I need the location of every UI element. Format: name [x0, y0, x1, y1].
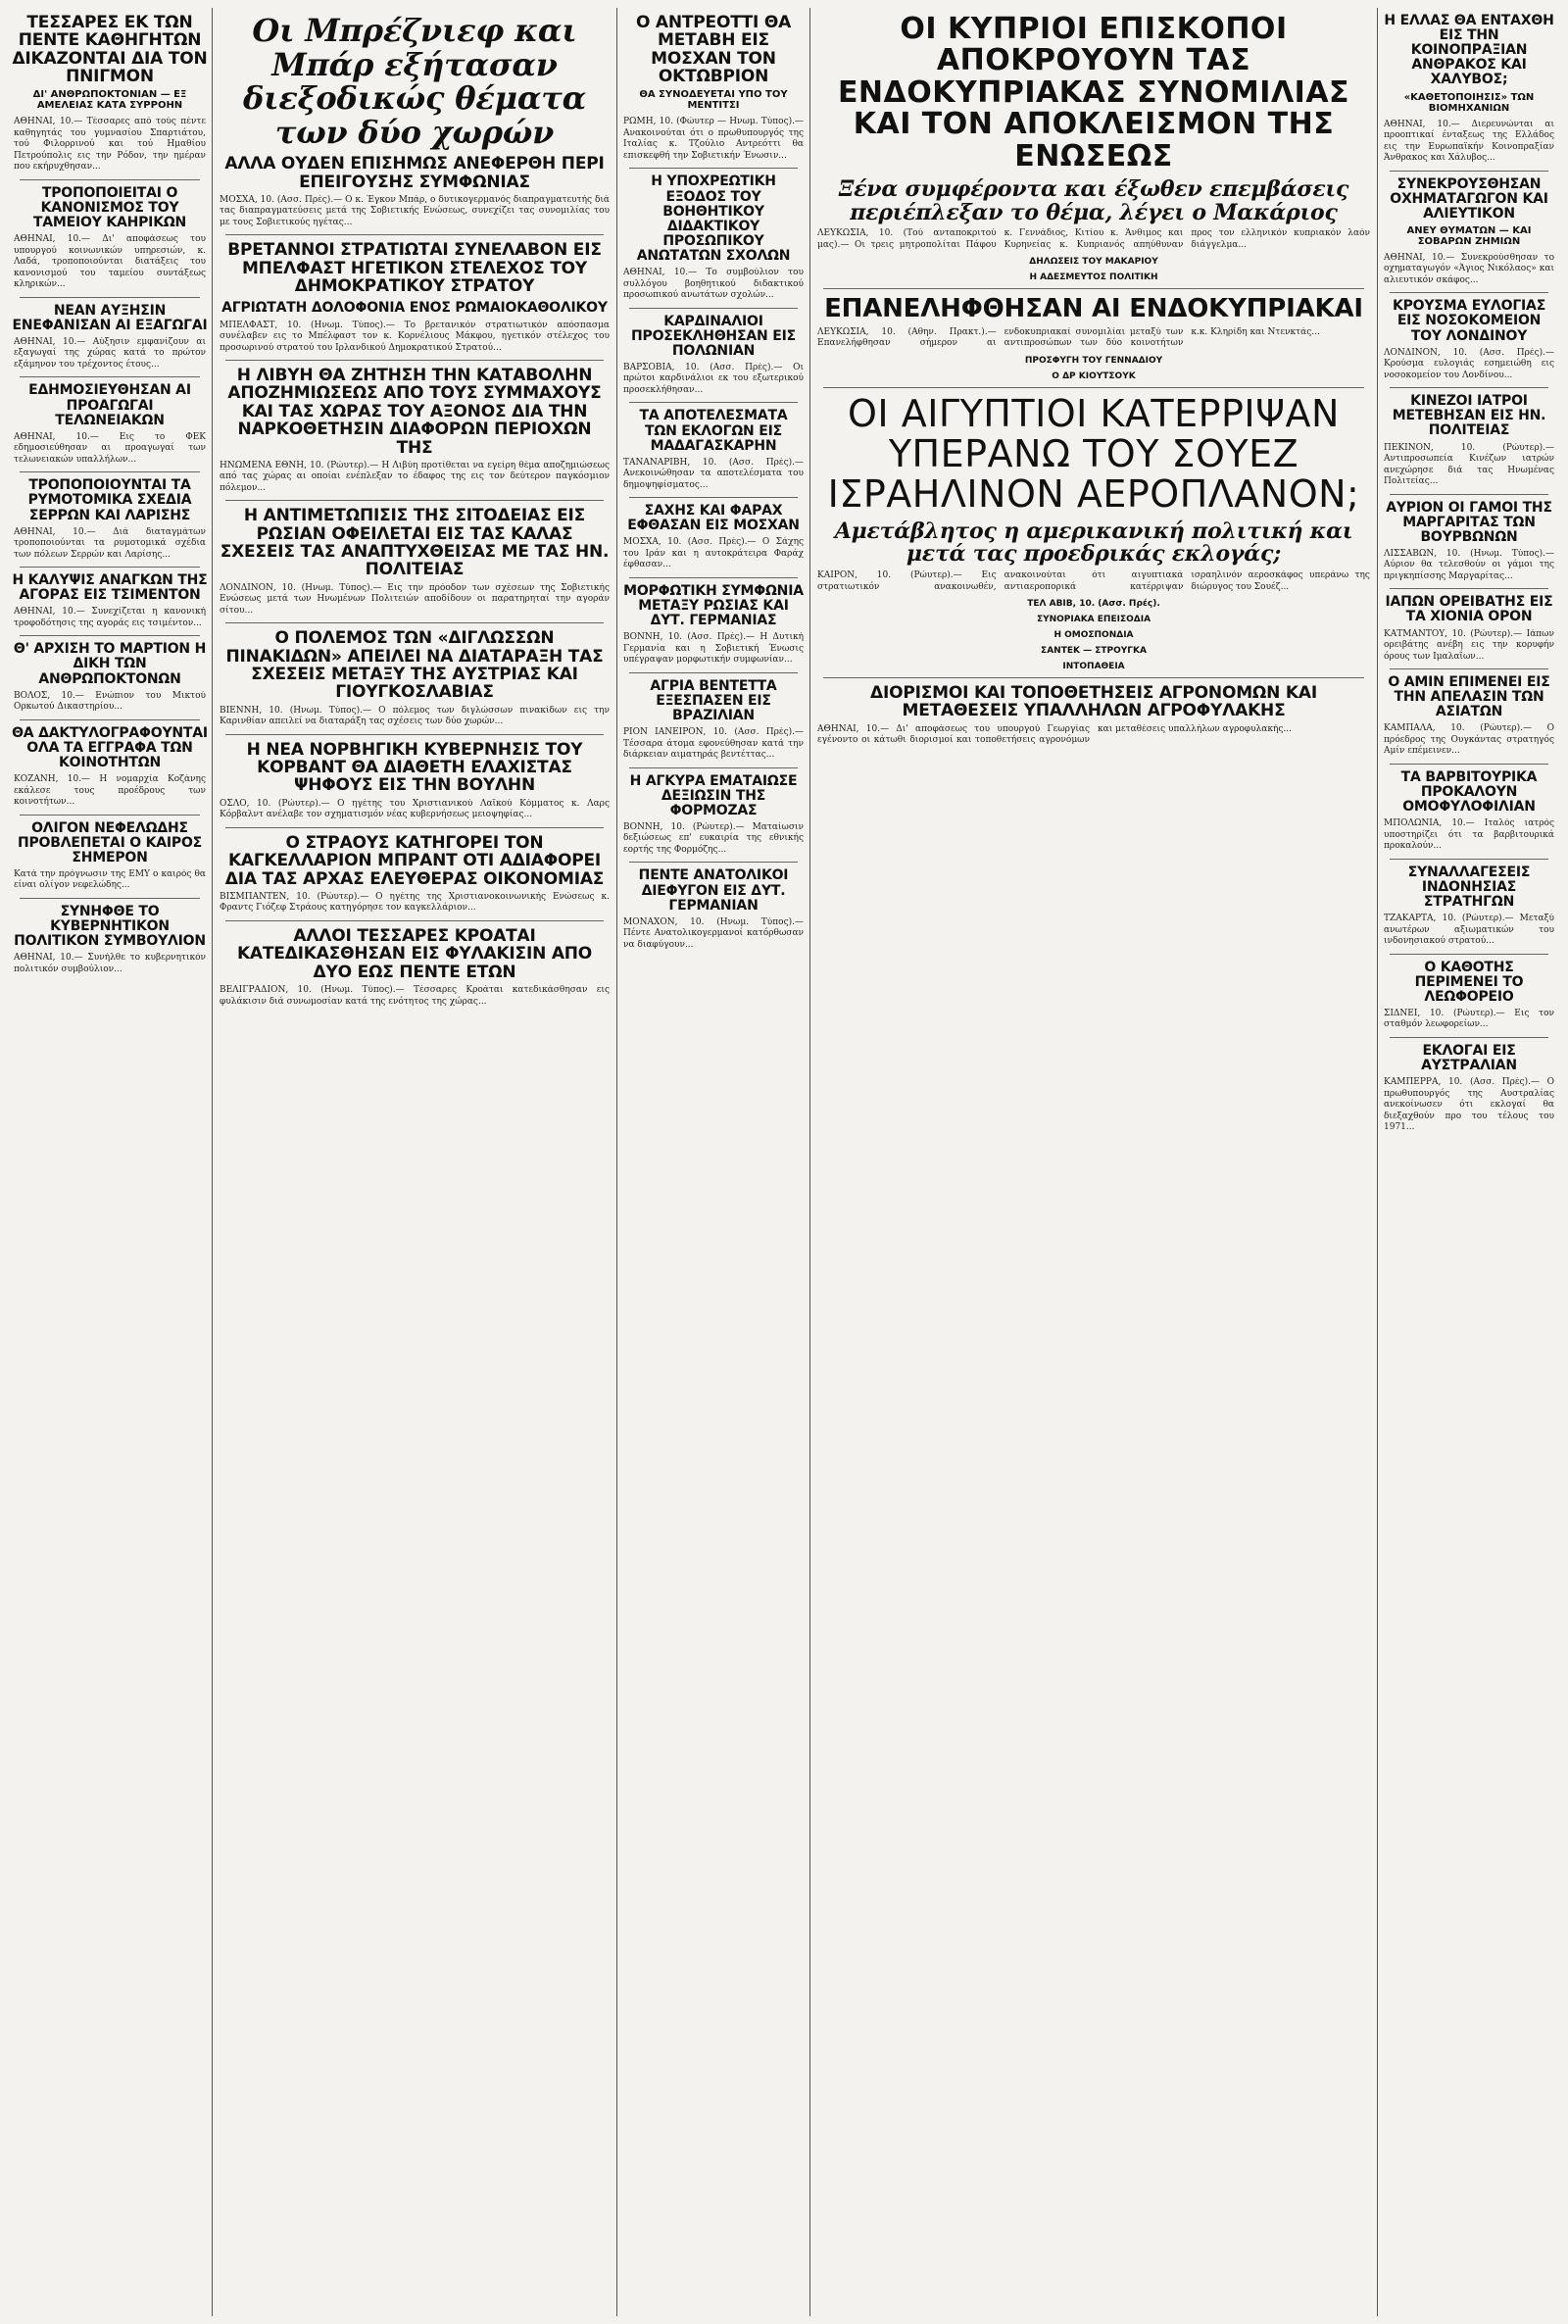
article-body: ΑΘΗΝΑΙ, 10.— Συνεχίζεται η κανονική τροφοδότησις της αγοράς εις τσιμέντον...	[14, 607, 206, 628]
article-body: ΑΘΗΝΑΙ, 10.— Το συμβούλιον του συλλόγου βοηθητικού διδακτικού προσωπικού ανωτάτων σχολών...	[623, 268, 804, 301]
headline: ΟΛΙΓΟΝ ΝΕΦΕΛΩΔΗΣ ΠΡΟΒΛΕΠΕΤΑΙ Ο ΚΑΙΡΟΣ ΣΗΜΕΡΟΝ	[17, 819, 203, 865]
section-label: ΣΑΝΤΕΚ — ΣΤΡΟΥΓΚΑ	[1041, 646, 1147, 657]
headline: ΘΑ ΔΑΚΤΥΛΟΓΡΑΦΟΥΝΤΑΙ ΟΛΑ ΤΑ ΕΓΓΡΑΦΑ ΤΩΝ ΚΟΙΝΟΤΗΤΩΝ	[12, 724, 208, 770]
article-body: ΛΟΝΔΙΝΟΝ, 10. (Ασσ. Πρές).— Κρούσμα ευλογιάς εσημειώθη εις νοσοκομείον του Λονδίνου...	[1384, 347, 1554, 380]
article-body: Κατά την πρόγνωσιν της ΕΜΥ ο καιρός θα είναι ολίγον νεφελώδης...	[14, 868, 206, 891]
headline: ΜΟΡΦΩΤΙΚΗ ΣΥΜΦΩΝΙΑ ΜΕΤΑΞΥ ΡΩΣΙΑΣ ΚΑΙ ΔΥΤ. ΓΕΡΜΑΝΙΑΣ	[623, 582, 804, 629]
headline: Η ΕΛΛΑΣ ΘΑ ΕΝΤΑΧΘΗ ΕΙΣ ΤΗΝ ΚΟΙΝΟΠΡΑΞΙΑΝ ΑΝΘΡΑΚΟΣ ΚΑΙ ΧΑΛΥΒΟΣ;	[1384, 13, 1554, 88]
headline: Ο ΠΟΛΕΜΟΣ ΤΩΝ «ΔΙΓΛΩΣΣΩΝ ΠΙΝΑΚΙΔΩΝ» ΑΠΕΙΛΕΙ ΝΑ ΔΙΑΤΑΡΑΞΗ ΤΑΣ ΣΧΕΣΕΙΣ ΜΕΤΑΞΥ ΤΗΣ ΑΥΣΤΡΙΑΣ ΚΑΙ ΓΙΟΥΓΚΟΣΛΑΒΙΑΣ	[225, 628, 604, 703]
headline: ΤΡΟΠΟΠΟΙΕΙΤΑΙ Ο ΚΑΝΟΝΙΣΜΟΣ ΤΟΥ ΤΑΜΕΙΟΥ ΚΑΗΡΙΚΩΝ	[32, 184, 187, 231]
article-body: ΚΑΜΠΑΛΑ, 10. (Ρώυτερ).— Ο πρόεδρος της Ουγκάντας στρατηγός Αμίν επέμεινεν...	[1384, 723, 1554, 757]
article-body: ΗΝΩΜΕΝΑ ΕΘΝΗ, 10. (Ρώυτερ).— Η Λιβύη προτίθεται να εγείρη θέμα αποζημιώσεως από τας χώρας αι οποίαι ενέπλεξαν το έδαφος της εις τον δεύτερον παγκόσμιον πόλεμον...	[220, 460, 610, 493]
article-body: ΛΕΥΚΩΣΙΑ, 10. (Αθην. Πρακτ.).— Επανελήφθησαν σήμερον αι ενδοκυπριακαί συνομιλίαι μεταξύ των αντιπροσώπων των δύο κοινοτήτων κ.κ. Κληρίδη και Ντενκτάς...	[817, 326, 1320, 349]
headline: ΑΓΡΙΑ ΒΕΝΤΕΤΤΑ ΕΞΕΣΠΑΣΕΝ ΕΙΣ ΒΡΑΖΙΛΙΑΝ	[650, 677, 777, 724]
headline: ΝΕΑΝ ΑΥΞΗΣΙΝ ΕΝΕΦΑΝΙΣΑΝ ΑΙ ΕΞΑΓΩΓΑΙ	[12, 302, 208, 333]
headline: Ο ΑΝΤΡΕΟΤΤΙ ΘΑ ΜΕΤΑΒΗ ΕΙΣ ΜΟΣΧΑΝ ΤΟΝ ΟΚΤΩΒΡΙΟΝ	[635, 13, 792, 87]
section-label: ΔΗΛΩΣΕΙΣ ΤΟΥ ΜΑΚΑΡΙΟΥ	[1029, 257, 1158, 268]
article-body: ΜΟΣΧΑ, 10. (Ασσ. Πρές).— Ο Σάχης του Ιράν και η αυτοκράτειρα Φαράχ έφθασαν...	[623, 537, 804, 570]
article-body: ΒΙΣΜΠΑΝΤΕΝ, 10. (Ρώυτερ).— Ο ηγέτης της Χριστιανοκοινωνικής Ενώσεως κ. Φραντς Γιόζεφ Στράους κατηγόρησε τον καγκελλάριον...	[220, 891, 610, 914]
article-body: ΛΟΝΔΙΝΟΝ, 10. (Ηνωμ. Τύπος).— Εις την πρόοδον των σχέσεων της Σοβιετικής Ενώσεως μετά των Ηνωμένων Πολιτειών αποδίδουν οι παρατηρηταί την αγοράν σίτου...	[220, 582, 610, 616]
subheadline: ΘΑ ΣΥΝΟΔΕΥΕΤΑΙ ΥΠΟ ΤΟΥ ΜΕΝΤΙΤΣΙ	[639, 89, 788, 112]
article-body: ΡΩΜΗ, 10. (Φώυτερ — Ηνωμ. Τύπος).— Ανακοινούται ότι ο πρωθυπουργός της Ιταλίας κ. Τζούλιο Αντρεόττι θα επισκεφθή την Σοβιετικήν Ένωσιν...	[623, 117, 804, 161]
article-body: ΒΟΛΟΣ, 10.— Ενώπιον του Μικτού Ορκωτού Δικαστηρίου...	[14, 690, 206, 713]
headline: ΤΕΣΣΑΡΕΣ ΕΚ ΤΩΝ ΠΕΝΤΕ ΚΑΘΗΓΗΤΩΝ ΔΙΚΑΖΟΝΤΑΙ ΔΙΑ ΤΟΝ ΠΝΙΓΜΟΝ	[12, 13, 208, 87]
headline: Θ' ΑΡΧΙΣΗ ΤΟ ΜΑΡΤΙΟΝ Η ΔΙΚΗ ΤΩΝ ΑΝΘΡΩΠΟΚΤΟΝΩΝ	[13, 641, 207, 687]
headline: ΑΛΛΟΙ ΤΕΣΣΑΡΕΣ ΚΡΟΑΤΑΙ ΚΑΤΕΔΙΚΑΣΘΗΣΑΝ ΕΙΣ ΦΥΛΑΚΙΣΙΝ ΑΠΟ ΔΥΟ ΕΩΣ ΠΕΝΤΕ ΕΤΩΝ	[236, 925, 593, 982]
headline: ΚΑΡΔΙΝΑΛΙΟΙ ΠΡΟΣΕΚΛΗΘΗΣΑΝ ΕΙΣ ΠΟΛΩΝΙΑΝ	[631, 313, 796, 359]
article-body: ΒΟΝΝΗ, 10. (Ρώυτερ).— Ματαίωσιν δεξιώσεως επ' ευκαιρία της εθνικής εορτής της Φορμόζης...	[623, 821, 804, 855]
headline: Ο ΑΜΙΝ ΕΠΙΜΕΝΕΙ ΕΙΣ ΤΗΝ ΑΠΕΛΑΣΙΝ ΤΩΝ ΑΣΙΑΤΩΝ	[1388, 674, 1550, 720]
article-body: ΜΟΣΧΑ, 10. (Ασσ. Πρές).— Ο κ. Έγκον Μπάρ, ο δυτικογερμανός διαπραγματευτής διά τας διαπραγματεύσεις μετά της Σοβιετικής Ενώσεως, συνεχίζει τας συνομιλίας του με τους Σοβιετικούς ηγέτας...	[220, 194, 610, 227]
headline: Η ΝΕΑ ΝΟΡΒΗΓΙΚΗ ΚΥΒΕΡΝΗΣΙΣ ΤΟΥ ΚΟΡΒΑΝΤ ΘΑ ΔΙΑΘΕΤΗ ΕΛΑΧΙΣΤΑΣ ΨΗΦΟΥΣ ΕΙΣ ΤΗΝ ΒΟΥΛΗΝ	[246, 739, 583, 796]
article-body: ΑΘΗΝΑΙ, 10.— Συνήλθε το κυβερνητικόν πολιτικόν συμβούλιον...	[14, 953, 206, 974]
article-body: ΜΟΝΑΧΟΝ, 10. (Ηνωμ. Τύπος).— Πέντε Ανατολικογερμανοί κατόρθωσαν να διαφύγουν...	[623, 916, 804, 950]
headline: ΣΥΝΗΦΘΕ ΤΟ ΚΥΒΕΡΝΗΤΙΚΟΝ ΠΟΛΙΤΙΚΟΝ ΣΥΜΒΟΥΛΙΟΝ	[14, 903, 206, 950]
headline: ΠΕΝΤΕ ΑΝΑΤΟΛΙΚΟΙ ΔΙΕΦΥΓΟΝ ΕΙΣ ΔΥΤ. ΓΕΡΜΑΝΙΑΝ	[638, 867, 789, 914]
section-label: Η ΟΜΟΣΠΟΝΔΙΑ	[1054, 630, 1134, 641]
article-body: ΚΑΪΡΟΝ, 10. (Ρώυτερ).— Εις στρατιωτικόν ανακοινωθέν, ανακοινούται ότι αιγυπτιακά αντιαεροπορικά κατέρριψαν ισραηλινόν αεροσκάφος υπεράνω της διώρυγος του Σουέζ...	[817, 570, 1370, 592]
article-body: ΤΑΝΑΝΑΡΙΒΗ, 10. (Ασσ. Πρές).— Ανεκοινώθησαν τα αποτελέσματα του δημοψηφίσματος...	[623, 457, 804, 490]
article-body: ΑΘΗΝΑΙ, 10.— Διά διαταγμάτων τροποποιούνται τα ρυμοτομικά σχέδια των πόλεων Σερρών και Λαρίσης...	[14, 526, 206, 560]
headline: ΒΡΕΤΑΝΝΟΙ ΣΤΡΑΤΙΩΤΑΙ ΣΥΝΕΛΑΒΟΝ ΕΙΣ ΜΠΕΛΦΑΣΤ ΗΓΕΤΙΚΟΝ ΣΤΕΛΕΧΟΣ ΤΟΥ ΔΗΜΟΚΡΑΤΙΚΟΥ ΣΤΡΑΤΟΥ	[227, 240, 602, 297]
subheadline: ΑΓΡΙΩΤΑΤΗ ΔΟΛΟΦΟΝΙΑ ΕΝΟΣ ΡΩΜΑΙΟΚΑΘΟΛΙΚΟΥ	[221, 300, 608, 317]
headline: ΙΑΠΩΝ ΟΡΕΙΒΑΤΗΣ ΕΙΣ ΤΑ ΧΙΟΝΙΑ ΟΡΟΝ	[1385, 594, 1553, 625]
column-1	[12, 8, 208, 2316]
headline: ΕΚΛΟΓΑΙ ΕΙΣ ΑΥΣΤΡΑΛΙΑΝ	[1421, 1042, 1517, 1073]
article-body: ΑΘΗΝΑΙ, 10.— Διερευνώνται αι προοπτικαί ένταξεως της Ελλάδος εις την Ευρωπαϊκήν Κοινοπραξίαν Άνθρακος και Χάλυβος...	[1384, 119, 1554, 164]
article-body: ΑΘΗΝΑΙ, 10.— Δι' αποφάσεως του υπουργού κοινωνικών υπηρεσιών, κ. Λαδά, τροποποιούνται διατάξεις του κανονισμού του ταμείου συντάξεως κληρικών...	[14, 234, 206, 290]
headline: ΤΡΟΠΟΠΟΙΟΥΝΤΑΙ ΤΑ ΡΥΜΟΤΟΜΙΚΑ ΣΧΕΔΙΑ ΣΕΡΡΩΝ ΚΑΙ ΛΑΡΙΣΗΣ	[27, 477, 192, 523]
article-body: ΛΕΥΚΩΣΙΑ, 10. (Τού ανταποκριτού μας).— Οι τρεις μητροπολίται Πάφου κ. Γεννάδιος, Κιτίου κ. Άνθιμος και Κυρηνείας κ. Κυπριανός απηύθυναν προς τον ελληνικόν κυπριακόν λαόν διάγγελμα...	[817, 228, 1370, 250]
article-body: ΑΘΗΝΑΙ, 10.— Συνεκρούσθησαν το οχηματαγωγόν «Άγιος Νικόλαος» και αλιευτικόν σκάφος...	[1384, 252, 1554, 285]
section-label: ΙΝΤΟΠΑΘΕΙΑ	[1062, 662, 1125, 672]
column-rule	[809, 8, 810, 2316]
column-rule	[212, 8, 213, 2316]
subheadline: «ΚΑΘΕΤΟΠΟΙΗΣΙΣ» ΤΩΝ ΒΙΟΜΗΧΑΝΙΩΝ	[1403, 91, 1535, 114]
column-2	[218, 8, 612, 2316]
article-body: ΡΙΟΝ ΙΑΝΕΪΡΟΝ, 10. (Ασσ. Πρές).— Τέσσαρα άτομα εφονεύθησαν κατά την διάρκειαν αιματηράς βεντέττας...	[623, 727, 804, 761]
headline: Ο ΣΤΡΑΟΥΣ ΚΑΤΗΓΟΡΕΙ ΤΟΝ ΚΑΓΚΕΛΛΑΡΙΟΝ ΜΠΡΑΝΤ ΟΤΙ ΑΔΙΑΦΟΡΕΙ ΔΙΑ ΤΑΣ ΑΡΧΑΣ ΕΛΕΥΘΕΡΑΣ ΟΙΚΟΝΟΜΙΑΣ	[224, 832, 605, 889]
subheadline: ΑΝΕΥ ΘΥΜΑΤΩΝ — ΚΑΙ ΣΟΒΑΡΩΝ ΖΗΜΙΩΝ	[1406, 224, 1532, 247]
column-4	[815, 8, 1372, 2316]
article-body: ΑΘΗΝΑΙ, 10.— Αύξησιν εμφανίζουν αι εξαγωγαί της χώρας κατά το πρώτον εξάμηνον του τρέχοντος έτους...	[14, 336, 206, 370]
article-body: ΜΠΟΛΩΝΙΑ, 10.— Ιταλός ιατρός υποστηρίζει ότι τα βαρβιτουρικά προκαλούν...	[1384, 818, 1554, 852]
article-body: ΚΑΜΠΕΡΡΑ, 10. (Ασσ. Πρές).— Ο πρωθυπουργός της Αυστραλίας ανεκοίνωσεν ότι εκλογαί θα διεξαχθούν προ του τέλους του 1971...	[1384, 1077, 1554, 1133]
article-body: ΒΑΡΣΟΒΙΑ, 10. (Ασσ. Πρές).— Οι πρώτοι καρδινάλιοι εκ του εξωτερικού προσεκλήθησαν...	[623, 362, 804, 395]
article-body: ΛΙΣΣΑΒΩΝ, 10. (Ηνωμ. Τύπος).— Αύριον θα τελεσθούν οι γάμοι της πριγκηπίσσης Μαργαρίτας...	[1384, 548, 1554, 581]
headline: ΤΑ ΑΠΟΤΕΛΕΣΜΑΤΑ ΤΩΝ ΕΚΛΟΓΩΝ ΕΙΣ ΜΑΔΑΓΑΣΚΑΡΗΝ	[639, 408, 788, 454]
article-body: ΑΘΗΝΑΙ, 10.— Τέσσαρες από τούς πέντε καθηγητάς του γυμνασίου Σπαρτιάτου, τού Φιλορρινού και τού Ημαθίου Πετρούπολις εις την Ρόδον, την ημέραν που εκήρυχθησαν...	[14, 117, 206, 173]
headline: Η ΛΙΒΥΗ ΘΑ ΖΗΤΗΣΗ ΤΗΝ ΚΑΤΑΒΟΛΗΝ ΑΠΟΖΗΜΙΩΣΕΩΣ ΑΠΟ ΤΟΥΣ ΣΥΜΜΑΧΟΥΣ ΚΑΙ ΤΑΣ ΧΩΡΑΣ ΤΟΥ ΑΞΟΝΟΣ ΔΙΑ ΤΗΝ ΝΑΡΚΟΘΕΤΗΣΙΝ ΔΙΑΦΟΡΩΝ ΠΕΡΙΟΧΩΝ ΤΗΣ	[227, 366, 602, 458]
section-label: Ο ΔΡ ΚΙΟΥΤΣΟΥΚ	[1052, 371, 1136, 381]
article-body: ΚΟΖΑΝΗ, 10.— Η νομαρχία Κοζάνης εκάλεσε τους προέδρους των κοινοτήτων...	[14, 774, 206, 808]
headline: Ο ΚΑΘΟΤΗΣ ΠΕΡΙΜΕΝΕΙ ΤΟ ΛΕΩΦΟΡΕΙΟ	[1414, 959, 1524, 1005]
headline: ΤΑ ΒΑΡΒΙΤΟΥΡΙΚΑ ΠΡΟΚΑΛΟΥΝ ΟΜΟΦΥΛΟΦΙΛΙΑΝ	[1400, 768, 1538, 816]
article-body: ΠΕΚΙΝΟΝ, 10. (Ρώυτερ).— Αντιπροσωπεία Κινέζων ιατρών ανεχώρησε διά τας Ηνωμένας Πολιτείας...	[1384, 442, 1554, 487]
column-rule	[1377, 8, 1378, 2316]
column-rule	[616, 8, 617, 2316]
section-label: ΣΥΝΟΡΙΑΚΑ ΕΠΕΙΣΟΔΙΑ	[1036, 615, 1152, 625]
column-3	[621, 8, 806, 2316]
headline: ΕΠΑΝΕΛΗΦΘΗΣΑΝ ΑΙ ΕΝΔΟΚΥΠΡΙΑΚΑΙ	[824, 294, 1363, 324]
headline: ΚΡΟΥΣΜΑ ΕΥΛΟΓΙΑΣ ΕΙΣ ΝΟΣΟΚΟΜΕΙΟΝ ΤΟΥ ΛΟΝΔΙΝΟΥ	[1392, 298, 1546, 344]
subheadline: Ξένα συμφέροντα και έξωθεν επεμβάσεις περιέπλεξαν το θέμα, λέγει ο Μακάριος	[838, 175, 1349, 225]
article-body: ΑΘΗΝΑΙ, 10.— Δι' αποφάσεως του υπουργού Γεωργίας εγένοντο οι κάτωθι διορισμοί και τοποθετήσεις αγρονόμων και μεταθέσεις υπαλλήλων αγροφυλακής...	[817, 723, 1292, 746]
headline: Η ΑΝΤΙΜΕΤΩΠΙΣΙΣ ΤΗΣ ΣΙΤΟΔΕΙΑΣ ΕΙΣ ΡΩΣΙΑΝ ΟΦΕΙΛΕΤΑΙ ΕΙΣ ΤΑΣ ΚΑΛΑΣ ΣΧΕΣΕΙΣ ΤΑΣ ΑΝΑΠΤΥΧΘΕΙΣΑΣ ΜΕ ΤΑΣ ΗΝ. ΠΟΛΙΤΕΙΑΣ	[220, 506, 610, 580]
newspaper-page	[12, 8, 1556, 2316]
subheadline: Αμετάβλητος η αμερικανική πολιτική και μετά τας προεδρικάς εκλογάς;	[834, 518, 1353, 568]
headline: ΔΙΟΡΙΣΜΟΙ ΚΑΙ ΤΟΠΟΘΕΤΗΣΕΙΣ ΑΓΡΟΝΟΜΩΝ ΚΑΙ ΜΕΤΑΘΕΣΕΙΣ ΥΠΑΛΛΗΛΩΝ ΑΓΡΟΦΥΛΑΚΗΣ	[870, 683, 1317, 721]
subheadline: ΑΛΛΑ ΟΥΔΕΝ ΕΠΙΣΗΜΩΣ ΑΝΕΦΕΡΘΗ ΠΕΡΙ ΕΠΕΙΓΟΥΣΗΣ ΣΥΜΦΩΝΙΑΣ	[224, 154, 605, 192]
article-body: ΤΖΑΚΑΡΤΑ, 10. (Ρώυτερ).— Μεταξύ ανωτέρων αξιωματικών του ινδονησιακού στρατού...	[1384, 914, 1554, 947]
headline: ΕΔΗΜΟΣΙΕΥΘΗΣΑΝ ΑΙ ΠΡΟΑΓΩΓΑΙ ΤΕΛΩΝΕΙΑΚΩΝ	[28, 382, 191, 428]
headline: ΣΥΝΕΚΡΟΥΣΘΗΣΑΝ ΟΧΗΜΑΤΑΓΩΓΟΝ ΚΑΙ ΑΛΙΕΥΤΙΚΟΝ	[1390, 175, 1548, 222]
article-body: ΜΠΕΛΦΑΣΤ, 10. (Ηνωμ. Τύπος).— Το βρετανικόν στρατιωτικόν απόσπασμα συνέλαβεν εις το Μπέλφαστ τον κ. Κορνέλιους Μάκφου, ηγετικόν στέλεχος του προσωρινού στρατού του Ιρλανδικού Δημοκρατικού Στρατού...	[220, 320, 610, 353]
headline: ΣΑΧΗΣ ΚΑΙ ΦΑΡΑΧ ΕΦΘΑΣΑΝ ΕΙΣ ΜΟΣΧΑΝ	[627, 503, 800, 534]
headline: ΚΙΝΕΖΟΙ ΙΑΤΡΟΙ ΜΕΤΕΒΗΣΑΝ ΕΙΣ ΗΝ. ΠΟΛΙΤΕΙΑΣ	[1392, 393, 1546, 439]
article-body: ΒΕΛΙΓΡΑΔΙΟΝ, 10. (Ηνωμ. Τύπος).— Τέσσαρες Κροάται κατεδικάσθησαν εις φυλάκισιν διά συνωμοσίαν κατά της ενότητος της χώρας...	[220, 985, 610, 1007]
article-body: ΒΙΕΝΝΗ, 10. (Ηνωμ. Τύπος).— Ο πόλεμος των διγλώσσων πινακίδων εις την Καρινθίαν απειλεί να διαταράξη τας σχέσεις των δύο χωρών...	[220, 705, 610, 727]
headline: ΣΥΝΑΛΛΑΓΕΣΕΙΣ ΙΝΔΟΝΗΣΙΑΣ ΣΤΡΑΤΗΓΩΝ	[1407, 864, 1531, 910]
article-body: ΣΙΔΝΕΪ, 10. (Ρώυτερ).— Εις τον σταθμόν λεωφορείων...	[1384, 1008, 1554, 1030]
article-body: ΚΑΤΜΑΝΤΟΥ, 10. (Ρώυτερ).— Ιάπων ορειβάτης ανέβη εις την κορυφήν όρους των Ιμαλαΐων...	[1384, 628, 1554, 662]
headline: Η ΥΠΟΧΡΕΩΤΙΚΗ ΕΞΟΔΟΣ ΤΟΥ ΒΟΗΘΗΤΙΚΟΥ ΔΙΔΑΚΤΙΚΟΥ ΠΡΟΣΩΠΙΚΟΥ ΑΝΩΤΑΤΩΝ ΣΧΟΛΩΝ	[636, 173, 791, 264]
headline: Η ΚΑΛΥΨΙΣ ΑΝΑΓΚΩΝ ΤΗΣ ΑΓΟΡΑΣ ΕΙΣ ΤΣΙΜΕΝΤΟΝ	[12, 572, 208, 604]
article-body: ΑΘΗΝΑΙ, 10.— Εις το ΦΕΚ εδημοσιεύθησαν αι προαγωγαί των τελωνειακών υπαλλήλων...	[14, 431, 206, 465]
column-5	[1382, 8, 1556, 2316]
headline: ΟΙ ΑΙΓΥΠΤΙΟΙ ΚΑΤΕΡΡΙΨΑΝ ΥΠΕΡΑΝΩ ΤΟΥ ΣΟΥΕΖ ΙΣΡΑΗΛΙΝΟΝ ΑΕΡΟΠΛΑΝΟΝ;	[827, 391, 1360, 516]
section-label: ΤΕΛ ΑΒΙΒ, 10. (Ασσ. Πρές).	[1027, 599, 1160, 610]
section-label: ΠΡΟΣΦΥΓΗ ΤΟΥ ΓΕΝΝΑΔΙΟΥ	[1024, 355, 1163, 366]
headline: Οι Μπρέζνιεφ και Μπάρ εξήτασαν διεξοδικώς θέματα των δύο χωρών	[242, 12, 587, 151]
headline: ΑΥΡΙΟΝ ΟΙ ΓΑΜΟΙ ΤΗΣ ΜΑΡΓΑΡΙΤΑΣ ΤΩΝ ΒΟΥΡΒΩΝΩΝ	[1386, 499, 1552, 545]
section-label: Η ΑΔΕΣΜΕΥΤΟΣ ΠΟΛΙΤΙΚΗ	[1029, 272, 1158, 283]
subheadline: ΔΙ' ΑΝΘΡΩΠΟΚΤΟΝΙΑΝ — ΕΞ ΑΜΕΛΕΙΑΣ ΚΑΤΑ ΣΥΡΡΟΗΝ	[32, 89, 187, 112]
headline: ΟΙ ΚΥΠΡΙΟΙ ΕΠΙΣΚΟΠΟΙ ΑΠΟΚΡΟΥΟΥΝ ΤΑΣ ΕΝΔΟΚΥΠΡΙΑΚΑΣ ΣΥΝΟΜΙΛΙΑΣ ΚΑΙ ΤΟΝ ΑΠΟΚΛΕΙΣΜΟΝ ΤΗΣ ΕΝΩΣΕΩΣ	[837, 12, 1350, 173]
article-body: ΒΟΝΝΗ, 10. (Ασσ. Πρές).— Η Δυτική Γερμανία και η Σοβιετική Ένωσις υπέγραψαν μορφωτικήν συμφωνίαν...	[623, 632, 804, 666]
headline: Η ΑΓΚΥΡΑ ΕΜΑΤΑΙΩΣΕ ΔΕΞΙΩΣΙΝ ΤΗΣ ΦΟΡΜΟΖΑΣ	[629, 772, 798, 818]
article-body: ΟΣΛΟ, 10. (Ρώυτερ).— Ο ηγέτης του Χριστιανικού Λαϊκού Κόμματος κ. Λαρς Κόρβαλντ ανέλαβε τον σχηματισμόν νέας κυβερνήσεως μειοψηφίας...	[220, 798, 610, 820]
